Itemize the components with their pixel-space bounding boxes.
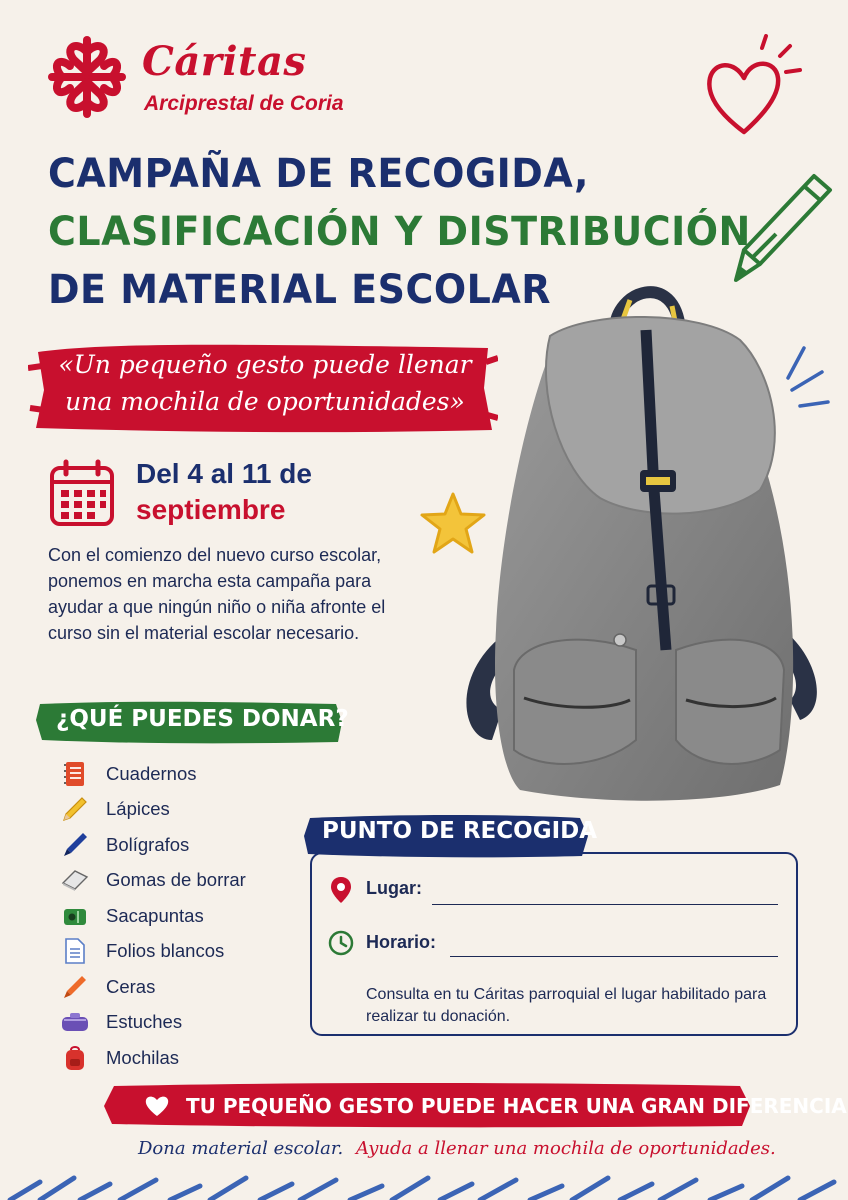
location-pin-icon: [330, 876, 352, 904]
campaign-title-line1: CAMPAÑA DE RECOGIDA,: [48, 150, 589, 197]
item-label: Bolígrafos: [106, 833, 190, 855]
donation-list: [60, 756, 320, 1076]
caritas-cross-logo: [46, 34, 128, 120]
donate-title: ¿QUÉ PUEDES DONAR?: [56, 706, 349, 732]
item-label: Gomas de borrar: [106, 869, 246, 891]
item-label: Sacapuntas: [106, 904, 204, 926]
pen-icon: [60, 832, 90, 858]
list-item: [60, 827, 320, 863]
crayon-icon: [60, 974, 90, 1000]
item-label: Estuches: [106, 1011, 183, 1033]
footer-subtitle-2: Ayuda a llenar una mochila de oportunidades.: [356, 1138, 776, 1159]
date-range: Del 4 al 11 de: [136, 458, 312, 489]
logo-name: Cáritas: [142, 38, 307, 85]
list-item: [60, 792, 320, 828]
paper-icon: [60, 938, 90, 964]
item-label: Lápices: [106, 798, 170, 820]
footer-subtitle-1: Dona material escolar.: [138, 1138, 344, 1159]
list-item: [60, 1040, 320, 1076]
pickup-title: PUNTO DE RECOGIDA: [322, 818, 598, 844]
date-month: septiembre: [136, 494, 286, 525]
heart-doodle-icon: [700, 34, 810, 144]
pencil-icon: [60, 796, 90, 822]
item-label: Cuadernos: [106, 762, 197, 784]
sharpener-icon: [60, 903, 90, 929]
place-label: Lugar:: [366, 878, 422, 898]
notebook-icon: [60, 761, 90, 787]
item-label: Ceras: [106, 975, 156, 997]
heart-icon: [144, 1094, 170, 1118]
footer-title: TU PEQUEÑO GESTO PUEDE HACER UNA GRAN DIFERENCIA: [186, 1094, 847, 1118]
calendar-icon: [48, 458, 116, 528]
list-item: [60, 969, 320, 1005]
slogan-line2: una mochila de oportunidades»: [65, 387, 465, 416]
time-label: Horario:: [366, 932, 437, 952]
intro-paragraph: Con el comienzo del nuevo curso escolar, ponemos en marcha esta campaña para ayudar a que ningún niño o niña afronte el curso sin el material escolar necesario.: [48, 545, 386, 643]
item-label: Mochilas: [106, 1046, 179, 1068]
logo-subtitle: Arciprestal de Coria: [144, 92, 344, 115]
backpack-illustration: [440, 270, 830, 810]
slogan-text: [40, 346, 490, 420]
eraser-icon: [60, 867, 90, 893]
campaign-title-line2: CLASIFICACIÓN Y DISTRIBUCIÓN: [48, 208, 751, 255]
list-item: [60, 934, 320, 970]
list-item: [60, 898, 320, 934]
place-fill-line: [432, 904, 778, 905]
pickup-note: Consulta en tu Cáritas parroquial el lugar habilitado para realizar tu donación.: [366, 986, 767, 1025]
list-item: [60, 756, 320, 792]
backpack-icon: [60, 1045, 90, 1071]
time-fill-line: [450, 956, 778, 957]
campaign-title-line3: DE MATERIAL ESCOLAR: [48, 266, 552, 313]
clock-icon: [328, 930, 354, 956]
list-item: [60, 863, 320, 899]
item-label: Folios blancos: [106, 940, 225, 962]
slogan-line1: «Un pequeño gesto puede llenar: [58, 350, 472, 379]
pencil-case-icon: [60, 1009, 90, 1035]
list-item: [60, 1005, 320, 1041]
bottom-brush-strokes: [0, 1160, 848, 1200]
